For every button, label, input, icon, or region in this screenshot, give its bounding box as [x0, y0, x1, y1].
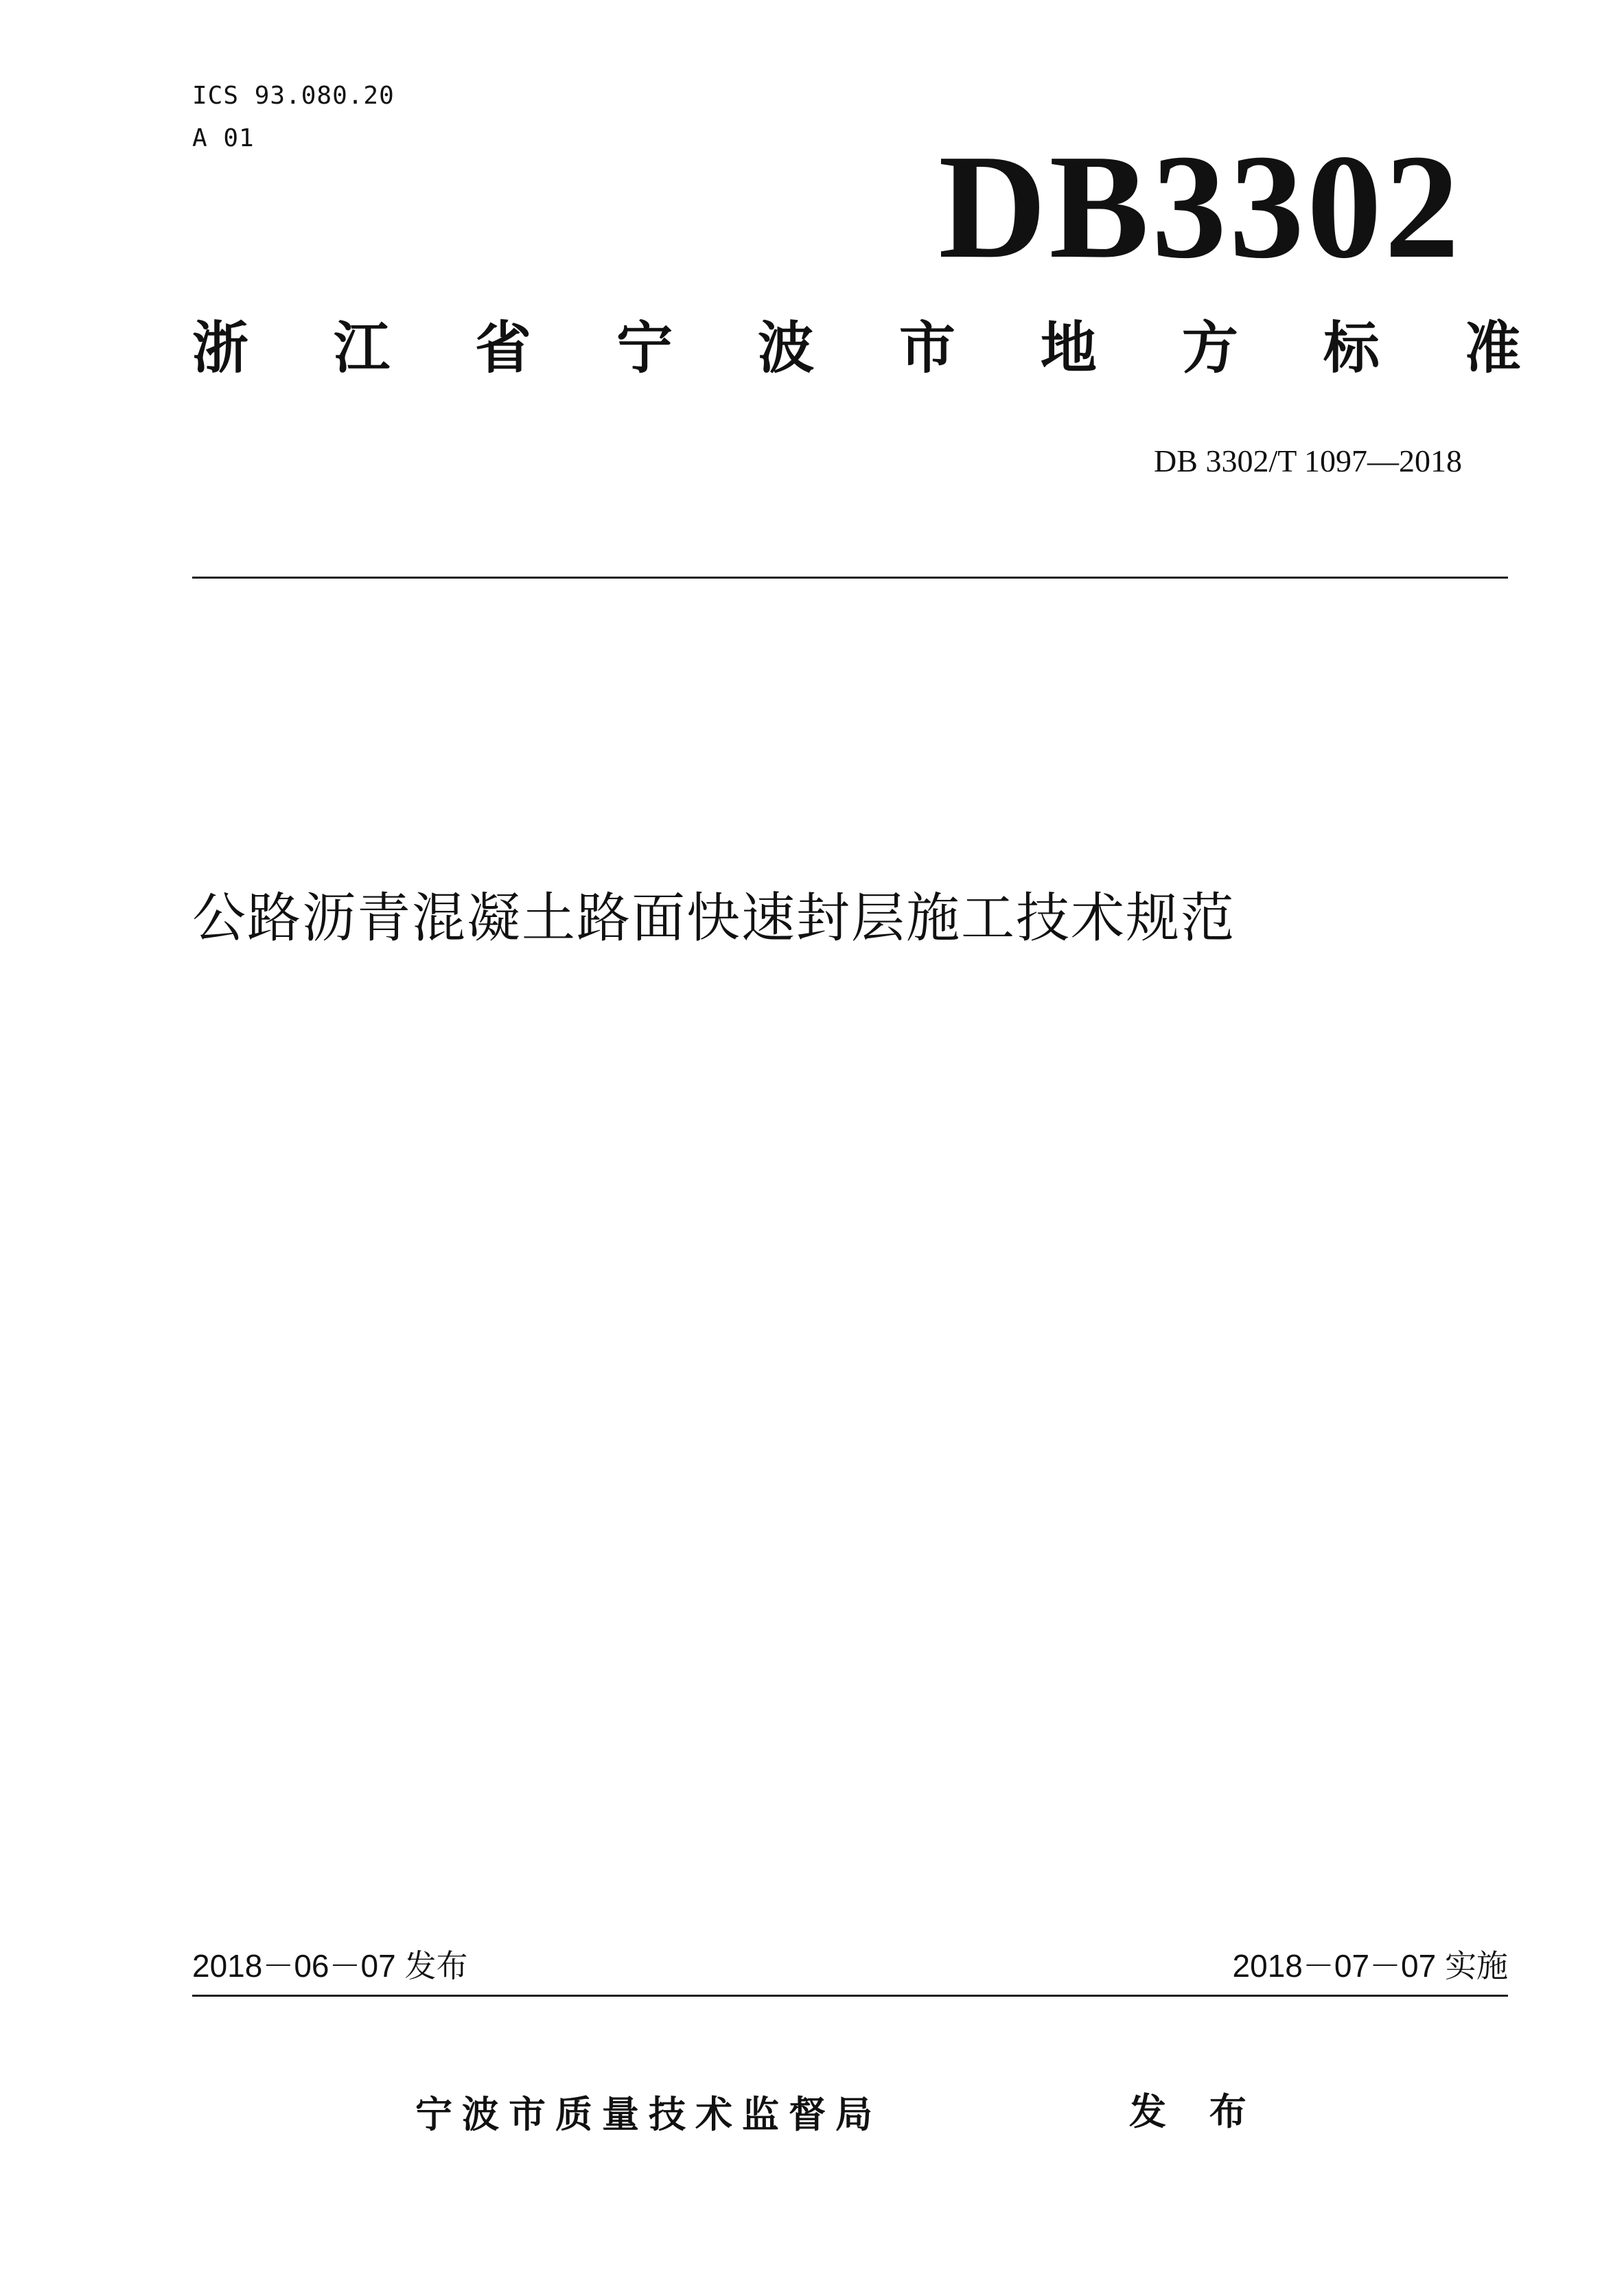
category-char: 省 — [474, 316, 531, 381]
ics-code: ICS 93.080.20 — [192, 82, 395, 110]
category-char: 方 — [1181, 316, 1238, 381]
category-char: 浙 — [192, 316, 249, 381]
category-char: 地 — [1040, 316, 1097, 381]
implement-date: 2018－07－07 实施 — [1232, 1948, 1508, 1984]
db-code-logo: DB3302 — [938, 124, 1462, 290]
issuing-authority: 宁波市质量技术监督局 — [415, 2093, 882, 2136]
issue-label: 发 布 — [1129, 2090, 1262, 2133]
category-char: 准 — [1464, 316, 1521, 381]
publish-date: 2018－06－07 发布 — [192, 1948, 468, 1984]
category-char: 宁 — [616, 316, 673, 381]
category-char: 标 — [1323, 316, 1380, 381]
standard-category — [192, 314, 1521, 383]
standard-number: DB 3302/T 1097—2018 — [1154, 443, 1462, 478]
ccs-code: A 01 — [192, 124, 255, 152]
header-divider — [192, 577, 1508, 579]
category-char: 江 — [333, 316, 390, 381]
footer-divider — [192, 1995, 1508, 1997]
document-title: 公路沥青混凝土路面快速封层施工技术规范 — [192, 888, 1236, 949]
category-char: 市 — [898, 316, 955, 381]
category-char: 波 — [757, 316, 814, 381]
